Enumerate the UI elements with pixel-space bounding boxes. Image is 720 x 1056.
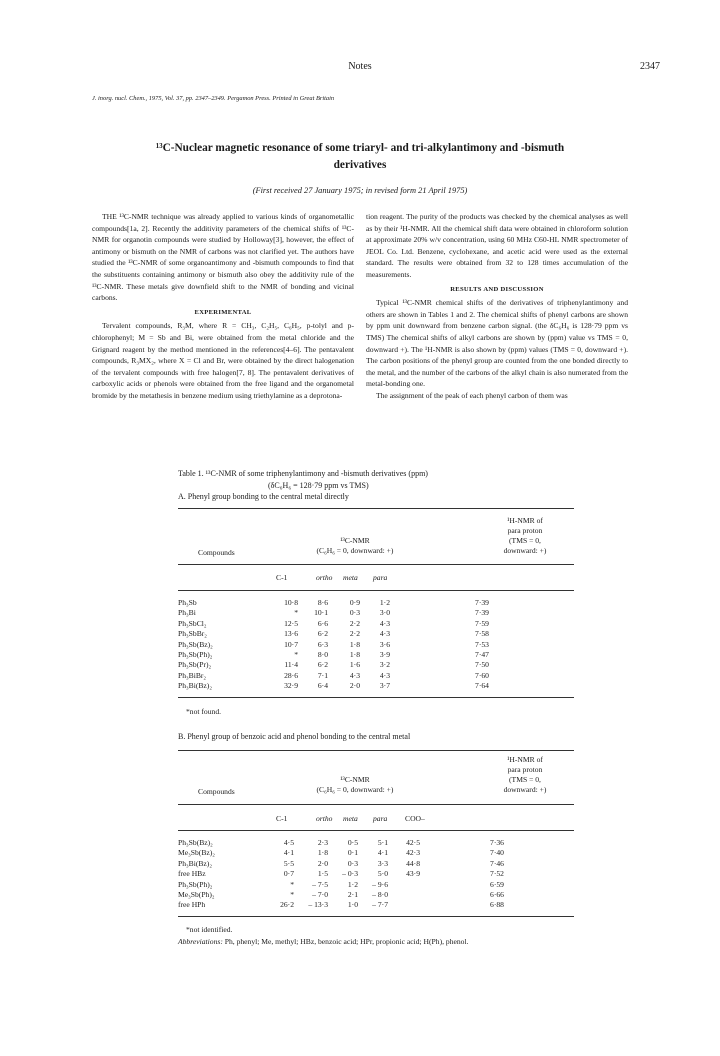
table1a-footnote: *not found. (186, 707, 222, 716)
running-header: Notes (348, 61, 372, 72)
abbreviations (178, 936, 578, 947)
compound-cell: Ph₃Bi (178, 608, 196, 618)
value-cell: 1·8 (317, 848, 328, 858)
compound-cell: free HPh (178, 900, 206, 910)
value-cell: 8·0 (317, 650, 328, 660)
table-row (178, 681, 574, 691)
experimental-paragraph: Tervalent compounds, R₃M, where R = CH₃, C₂H₅, C₆H₅, p-tolyl and p-chlorophenyl; M = Sb and Bi, were obtained from the metal chloride and the Grignard reagent by the method mentioned in the references[4–6]. The pentavalent compounds, R₃MX₂, where X = Cl and Br, were obtained by the direct halogenation of the tervalent compounds with free halogen[7, 8]. The pentavalent derivatives of carboxylic acids or phenols were obtained from the free ligand and the organometal bromide by the metathesis in benzene medium using triethylamine as a deprotona- (92, 321, 354, 400)
value-cell: 6·4 (317, 681, 328, 691)
value-cell: 1·8 (349, 650, 360, 660)
value-cell: 1·6 (349, 660, 360, 670)
value-cell: 7·52 (490, 869, 504, 879)
table1b-bottom-rule (178, 916, 574, 917)
continuation-paragraph: tion reagent. The purity of the products was checked by the chemical analyses as well as by their ¹H-NMR. All the chemical shift data were obtained in chloroform solution at approximate 20% w/v concentration, using 60 MHz C60-HL NMR spectrometer of JEOL Co. Ltd. Benzene, cyclohexane, and acetic acid were used as the external standard. The results were obtained from 32 to 128 times accumulation of the measurements. (366, 212, 628, 279)
value-cell: 4·3 (379, 670, 390, 680)
value-cell: 4·3 (379, 618, 390, 628)
value-cell: 1·5 (317, 869, 328, 879)
table1-caption-line2: (δC₆H₆ = 128·79 ppm vs TMS) (268, 480, 369, 490)
table-row (178, 608, 574, 618)
sub-meta: meta (343, 573, 358, 582)
compound-cell: free HBz (178, 869, 206, 879)
table-row (178, 598, 574, 608)
value-cell: 2·0 (349, 681, 360, 691)
value-cell: 1·2 (379, 598, 390, 607)
results-paragraph: Typical ¹³C-NMR chemical shifts of the derivatives of triphenylantimony and others are shown in Tables 1 and 2. The chemical shifts of phenyl carbons are shown by ppm unit downward from benzene carbon signal. (the δC₆H₆ is 128·79 ppm vs TMS) The chemical shifts of alkyl carbons are shown by (ppm) value vs TMS = 0, downward +). The ¹H-NMR is also shown by (ppm) values (TMS = 0, downward +). The carbon positions of the phenyl group are counted from the one bonded directly to the metal, and the number of the carbons of the alkyl chain is also numerated from the metal-bonding one. (366, 298, 628, 389)
value-cell: – 7·0 (312, 890, 328, 900)
table-row (178, 629, 574, 639)
table1b-compounds-header: Compounds (198, 787, 235, 796)
value-cell: 5·1 (377, 838, 388, 847)
value-cell: 7·36 (490, 838, 504, 847)
hnmr-b-h1: ¹H-NMR of (507, 755, 543, 764)
compound-cell: Me₃Sb(Ph)₂ (178, 890, 215, 900)
value-cell (388, 890, 420, 900)
value-cell: 6·2 (317, 660, 328, 670)
sub-b-c1: C-1 (276, 814, 288, 823)
compound-cell: Ph₃SbBr₂ (178, 629, 207, 639)
value-cell: 11·4 (284, 660, 298, 670)
value-cell: 4·3 (349, 670, 360, 680)
value-cell: 12·5 (284, 618, 298, 628)
value-cell: 10·7 (284, 639, 298, 649)
compound-cell: Ph₃Sb(Ph)₂ (178, 650, 213, 660)
table1a-header-rule (178, 564, 574, 565)
table1b-body (178, 838, 574, 911)
hnmr-b-h2: para proton (507, 765, 543, 774)
value-cell: 0·3 (349, 608, 360, 618)
received-dates (92, 186, 628, 195)
value-cell: 26·2 (280, 900, 294, 910)
page-number: 2347 (640, 61, 660, 72)
value-cell: 3·7 (379, 681, 390, 691)
compound-cell: Ph₃Sb(Bz)₂ (178, 838, 213, 847)
value-cell: 3·6 (379, 639, 390, 649)
value-cell: 0·1 (347, 848, 358, 858)
table1-caption (178, 468, 578, 503)
value-cell: – 7·7 (372, 900, 388, 910)
table1a-hnmr-header (470, 516, 580, 556)
table1a-sub-rule (178, 590, 574, 591)
value-cell: 10·1 (314, 608, 328, 618)
value-cell: – 9·6 (372, 879, 388, 889)
article-title (92, 140, 628, 174)
sub-para: para (373, 573, 388, 582)
table-row (178, 660, 574, 670)
value-cell: 7·40 (490, 848, 504, 858)
table-row (178, 650, 574, 660)
value-cell: 5·0 (377, 869, 388, 879)
value-cell: 6·88 (490, 900, 504, 910)
hnmr-h3: (TMS = 0, (509, 536, 541, 545)
sub-b-para: para (373, 814, 388, 823)
intro-paragraph: THE ¹³C-NMR technique was already applied to various kinds of organometallic compounds[1a, 2]. Recently the additivity parameters of the chemical shifts of ¹³C-NMR for organotin compounds were studied by Holloway[3], however, the effect of antimony or bismuth on the NMR of carbons was not clarified yet. The authors have studied the ¹³C-NMR of some organoantimony and -bismuth compounds to find that the substituents containing antimony or bismuth also obey the additivity rule of the ¹³C-NMR. These metals give downfield shift to the NMR of bonding and vicinal carbons. (92, 212, 354, 303)
sub-b-coo: COO– (405, 814, 425, 823)
table1b-cnmr-header (290, 775, 420, 795)
value-cell: 0·5 (347, 838, 358, 847)
value-cell: 3·2 (379, 660, 390, 670)
value-cell: 2·2 (349, 629, 360, 639)
title-line-1: ¹³C-Nuclear magnetic resonance of some triaryl- and tri-alkylantimony and -bismuth (155, 142, 565, 154)
value-cell: 0·9 (349, 598, 360, 607)
compound-cell: Ph₃Bi(Bz)₂ (178, 858, 212, 868)
hnmr-h1: ¹H-NMR of (507, 516, 543, 525)
cnmr-b-h2: (C₆H₆ = 0, downward: +) (316, 785, 394, 794)
table1b-top-rule (178, 750, 574, 751)
assignment-paragraph: The assignment of the peak of each phenyl carbon of them was (376, 390, 568, 400)
compound-cell: Ph₃BiBr₂ (178, 670, 207, 680)
table1a-cnmr-header (290, 536, 420, 556)
table1b-footnote: *not identified. (186, 925, 233, 934)
value-cell: 3·0 (379, 608, 390, 618)
value-cell: 7·64 (475, 681, 489, 691)
table1b-sub-rule (178, 830, 574, 831)
value-cell: 7·39 (475, 608, 489, 618)
value-cell: 7·47 (475, 650, 489, 660)
value-cell: – 7·5 (312, 879, 328, 889)
compound-cell: Ph₃Sb (178, 598, 197, 607)
sub-c1: C-1 (276, 573, 288, 582)
value-cell: 0·3 (347, 858, 358, 868)
sub-ortho: ortho (316, 573, 333, 582)
compound-cell: Ph₃Sb(Ph)₂ (178, 879, 213, 889)
table1a-compounds-header: Compounds (198, 548, 235, 557)
table-row (178, 640, 574, 650)
value-cell: 13·6 (284, 629, 298, 639)
table-row (178, 838, 574, 848)
value-cell: 1·0 (347, 900, 358, 910)
hnmr-b-h3: (TMS = 0, (509, 775, 541, 784)
value-cell: * (294, 650, 298, 660)
value-cell: 4·1 (283, 848, 294, 858)
compound-cell: Ph₃Sb(Pr)₂ (178, 660, 212, 670)
table1-part-a: A. Phenyl group bonding to the central metal directly (178, 492, 349, 501)
value-cell: 1·2 (347, 879, 358, 889)
value-cell: 42·5 (406, 838, 420, 847)
right-column (366, 211, 628, 402)
table-row (178, 619, 574, 629)
value-cell: 7·46 (490, 858, 504, 868)
value-cell: 42·3 (406, 848, 420, 858)
value-cell: 10·8 (284, 598, 298, 607)
received-text: (First received 27 January 1975; in revised form 21 April 1975) (252, 186, 468, 195)
value-cell: 3·3 (377, 858, 388, 868)
value-cell (388, 900, 420, 910)
value-cell: 2·2 (349, 618, 360, 628)
compound-cell: Ph₃SbCl₂ (178, 618, 207, 628)
abbreviations-text: Ph, phenyl; Me, methyl; HBz, benzoic acid; HPr, propionic acid; H(Ph), phenol. (222, 937, 469, 946)
value-cell: 2·0 (317, 858, 328, 868)
value-cell: 6·66 (490, 890, 504, 900)
value-cell: 6·2 (317, 629, 328, 639)
table-row (178, 671, 574, 681)
table1b-header-rule (178, 804, 574, 805)
value-cell: 43·9 (406, 869, 420, 879)
value-cell: 4·3 (379, 629, 390, 639)
cnmr-b-h1: ¹³C-NMR (340, 775, 370, 784)
cnmr-h2: (C₆H₆ = 0, downward: +) (316, 546, 394, 555)
citation-line: J. inorg. nucl. Chem., 1975, Vol. 37, pp. 2347–2349. Pergamon Press. Printed in Great Britain (92, 95, 335, 102)
abbreviations-label: Abbreviations: (178, 937, 223, 946)
table1a-top-rule (178, 508, 574, 509)
value-cell: 2·1 (347, 890, 358, 900)
value-cell: 7·39 (475, 598, 489, 607)
compound-cell: Ph₃Bi(Bz)₂ (178, 681, 212, 691)
hnmr-h2: para proton (507, 526, 543, 535)
value-cell: 0·7 (283, 869, 294, 879)
value-cell: * (294, 608, 298, 618)
value-cell: 4·1 (377, 848, 388, 858)
table1a-bottom-rule (178, 697, 574, 698)
value-cell: 7·50 (475, 660, 489, 670)
value-cell: 7·1 (317, 670, 328, 680)
hnmr-b-h4: downward: +) (503, 785, 547, 794)
hnmr-h4: downward: +) (503, 546, 547, 555)
value-cell: * (290, 879, 294, 889)
table-row (178, 869, 574, 879)
value-cell: 5·5 (283, 858, 294, 868)
sub-b-meta: meta (343, 814, 358, 823)
value-cell: 44·8 (406, 858, 420, 868)
value-cell: 7·59 (475, 618, 489, 628)
table-row (178, 890, 574, 900)
table1-part-b: B. Phenyl group of benzoic acid and phenol bonding to the central metal (178, 732, 411, 741)
value-cell: – 8·0 (372, 890, 388, 900)
value-cell: 6·6 (317, 618, 328, 628)
title-line-2: derivatives (333, 159, 387, 171)
table-row (178, 848, 574, 858)
value-cell: 7·60 (475, 670, 489, 680)
sub-b-ortho: ortho (316, 814, 333, 823)
value-cell: – 13·3 (308, 900, 328, 910)
table1b-hnmr-header (470, 755, 580, 795)
value-cell: 2·3 (317, 838, 328, 847)
results-heading: RESULTS AND DISCUSSION (450, 285, 544, 293)
value-cell: 32·9 (284, 681, 298, 691)
table1a-body (178, 598, 574, 692)
value-cell: 1·8 (349, 639, 360, 649)
table-row (178, 880, 574, 890)
table-row (178, 859, 574, 869)
table1-caption-line1: Table 1. ¹³C-NMR of some triphenylantimony and -bismuth derivatives (ppm) (178, 469, 428, 478)
value-cell: 3·9 (379, 650, 390, 660)
cnmr-h1: ¹³C-NMR (340, 536, 370, 545)
value-cell: 28·6 (284, 670, 298, 680)
left-column (92, 211, 354, 402)
value-cell: 7·53 (475, 639, 489, 649)
value-cell: 6·3 (317, 639, 328, 649)
value-cell: * (290, 890, 294, 900)
value-cell: 8·6 (317, 598, 328, 607)
value-cell: – 0·3 (342, 869, 358, 879)
value-cell: 4·5 (283, 838, 294, 847)
table-row (178, 900, 574, 910)
compound-cell: Ph₃Sb(Bz)₂ (178, 639, 213, 649)
value-cell (388, 880, 420, 890)
value-cell: 6·59 (490, 879, 504, 889)
experimental-heading: EXPERIMENTAL (194, 308, 252, 316)
compound-cell: Me₃Sb(Bz)₂ (178, 848, 215, 858)
value-cell: 7·58 (475, 629, 489, 639)
